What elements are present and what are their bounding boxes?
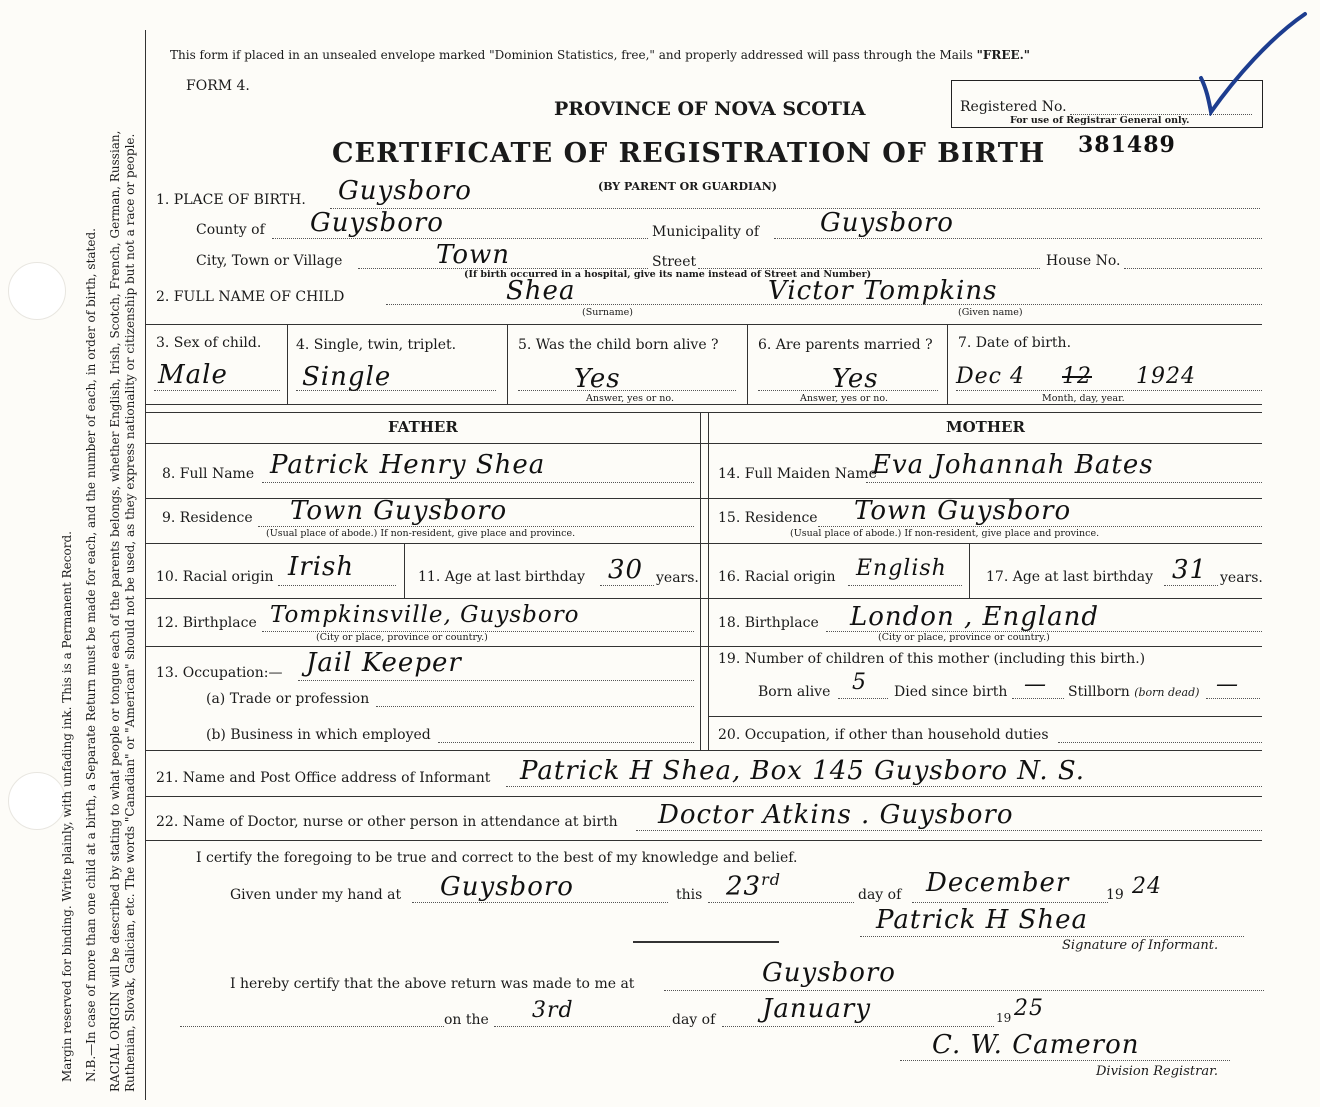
given-year-prefix: 19	[1106, 887, 1124, 903]
father-race-value: Irish	[288, 552, 355, 582]
doctor-label: 22. Name of Doctor, nurse or other person in attendance at birth	[156, 814, 618, 830]
registrar-signature: C. W. Cameron	[932, 1030, 1140, 1060]
given-name-value: Victor Tompkins	[768, 276, 998, 306]
plurality-value: Single	[302, 362, 392, 392]
registered-label: Registered No.	[960, 99, 1067, 115]
father-name-label: 8. Full Name	[162, 466, 255, 482]
place-of-birth-value: Guysboro	[338, 176, 472, 206]
county-value: Guysboro	[310, 208, 444, 238]
registrar-month-value: January	[762, 994, 872, 1024]
father-residence-value: Town Guysboro	[290, 496, 508, 526]
mother-children-label: 19. Number of children of this mother (including this birth.)	[718, 651, 1146, 667]
mother-age-label: 17. Age at last birthday	[986, 569, 1154, 585]
given-day-suffix: rd	[761, 870, 781, 889]
day-of-label: day of	[858, 887, 902, 903]
mother-years-label: years.	[1220, 570, 1263, 586]
certificate-subtitle: (BY PARENT OR GUARDIAN)	[598, 180, 777, 193]
informant-value: Patrick H Shea, Box 145 Guysboro N. S.	[520, 756, 1086, 786]
mother-residence-label: 15. Residence	[718, 510, 818, 526]
registrar-year-prefix: 19	[996, 1011, 1012, 1025]
house-number-label: House No.	[1046, 253, 1121, 269]
county-label: County of	[196, 222, 265, 238]
mother-birthplace-label: 18. Birthplace	[718, 615, 819, 631]
dob-label: 7. Date of birth.	[958, 335, 1072, 351]
certify-statement: I certify the foregoing to be true and correct to the best of my knowledge and belief.	[196, 850, 798, 866]
margin-note-binding: Margin reserved for binding. Write plainly, with unfading ink. This is a Permanent Record.	[60, 531, 74, 1082]
mother-race-label: 16. Racial origin	[718, 569, 836, 585]
margin-note-racial-origin-2: Ruthenian, Slovak, Galician, etc. The words "Canadian" or "American" should not be used, as they express nationality or citizenship but not a race or people.	[123, 133, 137, 1092]
left-border	[145, 30, 146, 1100]
punch-hole-bottom	[8, 772, 66, 830]
sex-value: Male	[158, 360, 228, 390]
father-birthplace-label: 12. Birthplace	[156, 615, 257, 631]
married-value: Yes	[832, 364, 879, 394]
doctor-value: Doctor Atkins . Guysboro	[658, 800, 1014, 830]
father-birthplace-caption: (City or place, province or country.)	[316, 632, 488, 643]
form-number: FORM 4.	[186, 78, 250, 94]
father-trade-label: (a) Trade or profession	[206, 691, 370, 707]
mother-died-label: Died since birth	[894, 684, 1008, 700]
mother-residence-caption: (Usual place of abode.) If non-resident, give place and province.	[790, 528, 1100, 539]
father-residence-label: 9. Residence	[162, 510, 253, 526]
father-age-value: 30	[608, 555, 644, 585]
married-caption: Answer, yes or no.	[800, 393, 889, 404]
punch-hole-top	[8, 262, 66, 320]
margin-note-multiple-births: N.B.—In case of more than one child at a birth, a Separate Return must be made for each, and the number of each, in order of birth, stated.	[84, 228, 98, 1082]
rule-top-row	[146, 324, 1262, 325]
certificate-title: CERTIFICATE OF REGISTRATION OF BIRTH	[332, 138, 1046, 169]
given-under-label: Given under my hand at	[230, 887, 402, 903]
father-birthplace-value: Tompkinsville, Guysboro	[270, 602, 580, 628]
father-race-label: 10. Racial origin	[156, 569, 274, 585]
registrar-day-of-label: day of	[672, 1012, 716, 1028]
street-label: Street	[652, 254, 697, 270]
registrar-caption: Division Registrar.	[1096, 1064, 1218, 1079]
mother-age-value: 31	[1172, 555, 1208, 585]
registered-number: 381489	[1078, 132, 1176, 158]
municipality-label: Municipality of	[652, 224, 760, 240]
province-heading: PROVINCE OF NOVA SCOTIA	[554, 98, 866, 120]
dob-month-day: Dec 4	[956, 364, 1025, 389]
mother-race-value: English	[856, 556, 947, 581]
mail-notice-text: This form if placed in an unsealed envelope marked "Dominion Statistics, free," and properly addressed will pass through the Mails	[170, 48, 973, 62]
registrar-statement: I hereby certify that the above return was made to me at	[230, 976, 635, 992]
sex-label: 3. Sex of child.	[156, 335, 262, 351]
separator-rule	[633, 941, 779, 943]
born-alive-value: Yes	[574, 364, 621, 394]
mother-born-alive-label: Born alive	[758, 684, 831, 700]
given-day-value	[726, 870, 781, 902]
plurality-label: 4. Single, twin, triplet.	[296, 337, 457, 353]
informant-signature: Patrick H Shea	[876, 905, 1088, 935]
father-age-label: 11. Age at last birthday	[418, 569, 586, 585]
mother-name-value: Eva Johannah Bates	[872, 450, 1154, 480]
given-day-number: 23	[726, 871, 762, 902]
mother-born-alive-value: 5	[852, 670, 867, 695]
mother-heading: MOTHER	[946, 418, 1025, 436]
mother-name-label: 14. Full Maiden Name	[718, 466, 877, 482]
informant-label: 21. Name and Post Office address of Informant	[156, 770, 491, 786]
dob-year: 1924	[1136, 364, 1196, 389]
registrar-year-suffix: 25	[1014, 996, 1044, 1021]
surname-value: Shea	[506, 276, 576, 306]
registrar-place-value: Guysboro	[762, 958, 896, 988]
father-name-value: Patrick Henry Shea	[270, 450, 546, 480]
mother-residence-value: Town Guysboro	[854, 496, 1072, 526]
registrar-day-value: 3rd	[532, 998, 574, 1023]
municipality-value: Guysboro	[820, 208, 954, 238]
dob-struck-value: 12	[1062, 364, 1092, 389]
father-occupation-label: 13. Occupation:—	[156, 665, 283, 681]
mother-stillborn-value: —	[1216, 672, 1239, 697]
surname-caption: (Surname)	[582, 307, 633, 318]
mother-birthplace-value: London , England	[850, 602, 1100, 632]
father-residence-caption: (Usual place of abode.) If non-resident, give place and province.	[266, 528, 576, 539]
dob-caption: Month, day, year.	[1042, 393, 1125, 404]
hospital-note: (If birth occurred in a hospital, give its name instead of Street and Number)	[464, 269, 872, 280]
parent-divider	[708, 412, 709, 750]
city-label: City, Town or Village	[196, 253, 343, 269]
on-the-label: on the	[444, 1012, 489, 1028]
mother-died-value: —	[1024, 672, 1047, 697]
margin-note-racial-origin-1: RACIAL ORIGIN will be described by stating to what people or tongue each of the parents belongs, whether English, Irish, Scotch, French, German, Russian,	[108, 130, 122, 1092]
full-name-label: 2. FULL NAME OF CHILD	[156, 289, 345, 305]
city-value: Town	[436, 240, 510, 270]
father-years-label: years.	[656, 570, 699, 586]
father-business-label: (b) Business in which employed	[206, 727, 431, 743]
stillborn-text: Stillborn	[1068, 684, 1130, 700]
this-label: this	[676, 887, 703, 903]
married-label: 6. Are parents married ?	[758, 337, 933, 353]
mother-stillborn-label	[1068, 684, 1199, 700]
mail-notice-free: "FREE."	[976, 48, 1031, 62]
mother-occupation-label: 20. Occupation, if other than household duties	[718, 727, 1049, 743]
born-alive-label: 5. Was the child born alive ?	[518, 337, 719, 353]
father-heading: FATHER	[388, 418, 458, 436]
given-month-value: December	[926, 868, 1070, 898]
father-occupation-value: Jail Keeper	[306, 648, 462, 678]
given-name-caption: (Given name)	[958, 307, 1023, 318]
check-mark-icon	[1195, 8, 1310, 116]
place-of-birth-label: 1. PLACE OF BIRTH.	[156, 192, 306, 208]
stillborn-caption: (born dead)	[1134, 686, 1200, 699]
given-place-value: Guysboro	[440, 872, 574, 902]
mail-notice	[170, 48, 1030, 62]
mother-birthplace-caption: (City or place, province or country.)	[878, 632, 1050, 643]
informant-signature-caption: Signature of Informant.	[1062, 938, 1219, 953]
given-year-suffix: 24	[1132, 874, 1162, 899]
born-alive-caption: Answer, yes or no.	[586, 393, 675, 404]
registrar-only-note: For use of Registrar General only.	[1010, 115, 1190, 126]
